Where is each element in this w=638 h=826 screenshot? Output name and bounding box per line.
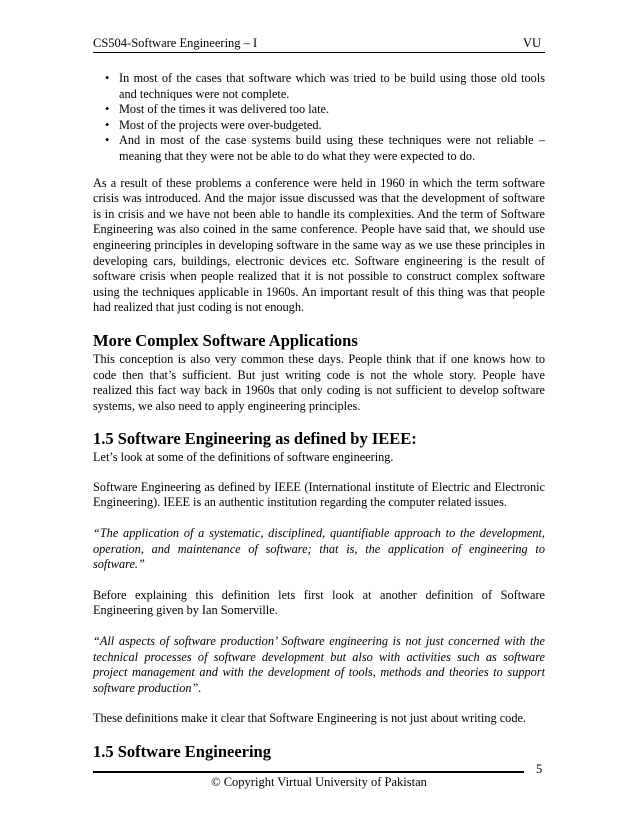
page-number: 5 — [536, 762, 543, 776]
complex-applications-heading: More Complex Software Applications — [93, 330, 358, 350]
list-item — [105, 71, 545, 102]
list-item-text: And in most of the case systems build using these techniques were not reliable – meaning that they were not be able to do what they were expected to do. — [119, 133, 545, 163]
problem-list — [93, 71, 545, 165]
definitions-intro-paragraph: Let’s look at some of the definitions of software engineering. — [93, 450, 394, 465]
bullet-icon: • — [105, 117, 110, 132]
somerville-intro-paragraph: Before explaining this definition lets first look at another definition of Software Engineering given by Ian Somerville. — [93, 587, 545, 618]
ieee-paragraph: Software Engineering as defined by IEEE (International institute of Electric and Electronic Engineering). IEEE is an authentic institution regarding the computer related issues. — [93, 479, 545, 510]
institution-label: VU — [522, 36, 541, 50]
copyright-notice: © Copyright Virtual University of Pakistan — [211, 775, 427, 789]
list-item-text: In most of the cases that software which was tried to be build using those old tools and techniques were not complete. — [119, 71, 545, 101]
bullet-icon: • — [105, 133, 110, 148]
software-engineering-heading: 1.5 Software Engineering — [93, 742, 271, 761]
course-title: CS504-Software Engineering – I — [93, 36, 258, 50]
page-header — [93, 36, 545, 53]
bullet-icon: • — [105, 71, 110, 85]
ieee-quote: “The application of a systematic, disciplined, quantifiable approach to the development, operation, and maintenance of software; that is, the application of engineering to software.” — [93, 526, 545, 572]
conclusion-paragraph: These definitions make it clear that Software Engineering is not just about writing code. — [93, 711, 527, 726]
list-item — [105, 133, 545, 164]
ieee-definition-heading: 1.5 Software Engineering as defined by IEEE: — [93, 429, 417, 449]
crisis-paragraph: As a result of these problems a conference were held in 1960 in which the term software crisis was introduced. And the major issue discussed was that the development of software is in crisis and we have not been able to handle its complexities. And the term of Software Engineering was also coined in the same conference. People have said that, we should use engineering principles in developing software in the same way as we use these principles in developing cars, buildings, electronic devices etc. Software engineering is the result of software crisis when people realized that it is not possible to construct complex software using the techniques applicable in 1960s. An important result of this thing was that people had realized that just coding is not enough. — [93, 175, 545, 315]
list-item — [105, 117, 545, 134]
list-item — [105, 102, 545, 118]
bullet-icon: • — [105, 102, 110, 117]
somerville-quote: “All aspects of software production’ Software engineering is not just concerned with the technical processes of software development but also with activities such as software project management and with the development of tools, methods and theories to support software production”. — [93, 634, 545, 695]
list-item-text: Most of the times it was delivered too late. — [119, 102, 330, 117]
footer-divider — [93, 771, 524, 773]
complex-applications-paragraph: This conception is also very common these days. People think that if one knows how to code then that’s sufficient. But just writing code is not the whole story. People have realized this fact way back in 1960s that only coding is not sufficient to develop software systems, we also need to apply engineering principles. — [93, 351, 545, 413]
page-content — [93, 71, 545, 762]
list-item-text: Most of the projects were over-budgeted. — [119, 117, 322, 132]
